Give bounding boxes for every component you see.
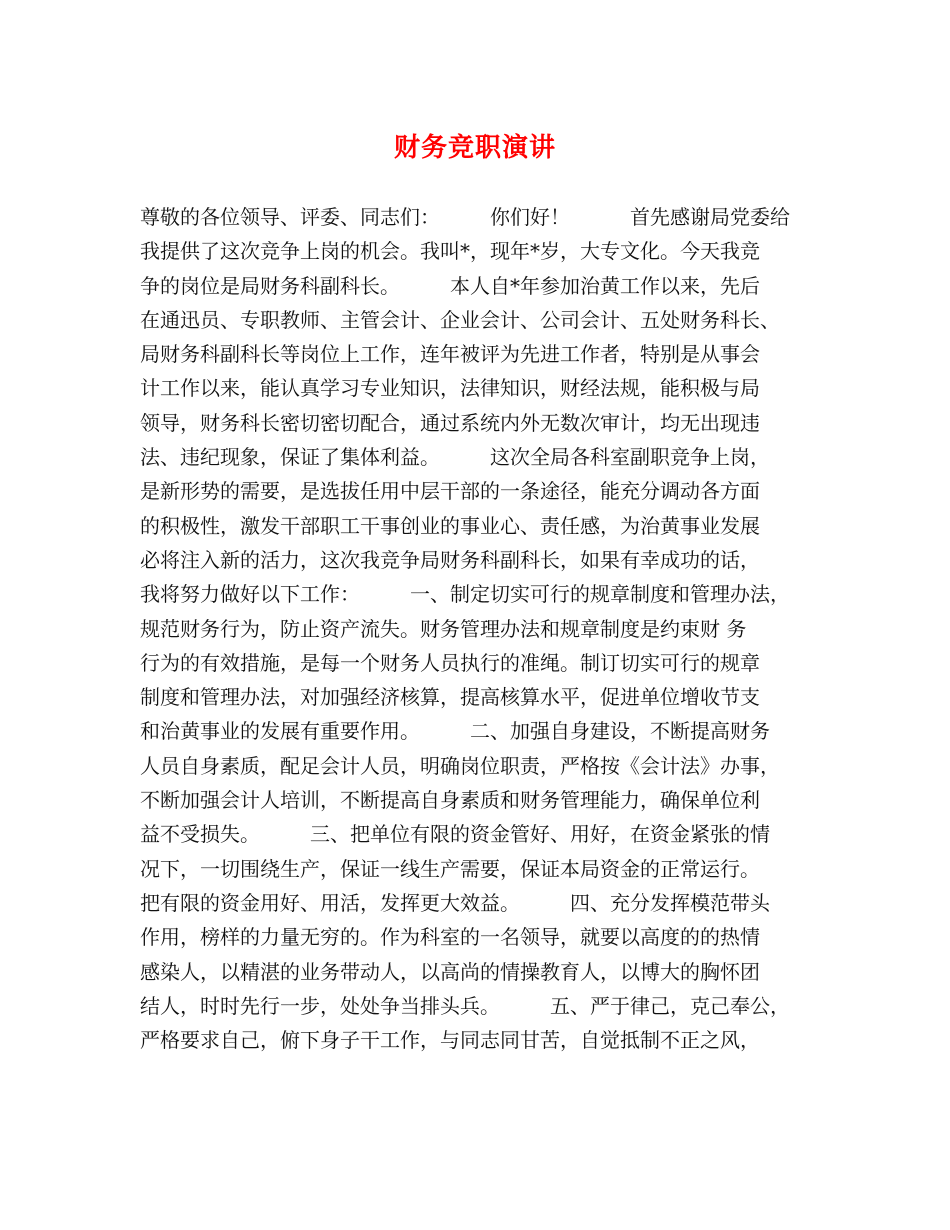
body-line: 计工作以来，能认真学习专业知识，法律知识，财经法规，能积极与局 [140, 376, 760, 401]
body-line: 是新形势的需要，是选拔任用中层干部的一条途径，能充分调动各方面 [140, 479, 760, 504]
document-body [140, 200, 830, 1057]
body-line: 必将注入新的活力，这次我竞争局财务科副科长，如果有幸成功的话， [140, 547, 760, 572]
body-line: 行为的有效措施，是每一个财务人员执行的准绳。制订切实可行的规章 [140, 650, 760, 675]
body-line: 领导，财务科长密切密切配合，通过系统内外无数次审计，均无出现违 [140, 410, 760, 435]
body-line: 在通迅员、专职教师、主管会计、企业会计、公司会计、五处财务科长、 [140, 307, 780, 332]
body-line: 结人，时时先行一步，处处争当排头兵。 五、严于律己，克己奉公， [140, 993, 790, 1018]
body-line: 尊敬的各位领导、评委、同志们： 你们好！ 首先感谢局党委给 [140, 205, 790, 229]
body-line: 局财务科副科长等岗位上工作，连年被评为先进工作者，特别是从事会 [140, 342, 760, 367]
body-line: 作用，榜样的力量无穷的。作为科室的一名领导，就要以高度的的热情 [140, 925, 760, 950]
body-line: 制度和管理办法，对加强经济核算，提高核算水平，促进单位增收节支 [140, 685, 760, 710]
body-line: 和治黄事业的发展有重要作用。 二、加强自身建设，不断提高财务 [140, 719, 770, 744]
body-line: 我将努力做好以下工作： 一、制定切实可行的规章制度和管理办法， [140, 582, 790, 607]
body-line: 严格要求自己，俯下身子干工作，与同志同甘苦，自觉抵制不正之风， [140, 1028, 760, 1053]
body-line: 把有限的资金用好、用活，发挥更大效益。 四、充分发挥模范带头 [140, 890, 770, 915]
body-line: 法、违纪现象，保证了集体利益。 这次全局各科室副职竞争上岗， [140, 445, 770, 470]
body-line: 感染人，以精湛的业务带动人，以高尚的情操教育人，以博大的胸怀团 [140, 959, 760, 984]
body-line: 规范财务行为，防止资产流失。财务管理办法和规章制度是约束财 务 [140, 616, 747, 641]
body-line: 不断加强会计人培训，不断提高自身素质和财务管理能力，确保单位利 [140, 788, 760, 813]
body-line: 争的岗位是局财务科副科长。 本人自*年参加治黄工作以来，先后 [140, 273, 760, 298]
body-line: 的积极性，激发干部职工干事创业的事业心、责任感，为治黄事业发展 [140, 513, 760, 538]
document-title: 财务竞职演讲 [393, 133, 556, 163]
body-line: 我提供了这次竞争上岗的机会。我叫*，现年*岁，大专文化。今天我竞 [140, 239, 760, 264]
body-line: 况下，一切围绕生产，保证一线生产需要，保证本局资金的正常运行。 [140, 856, 760, 881]
body-line: 益不受损失。 三、把单位有限的资金管好、用好，在资金紧张的情 [140, 822, 770, 847]
body-line: 人员自身素质，配足会计人员，明确岗位职责，严格按《会计法》办事， [140, 753, 780, 778]
